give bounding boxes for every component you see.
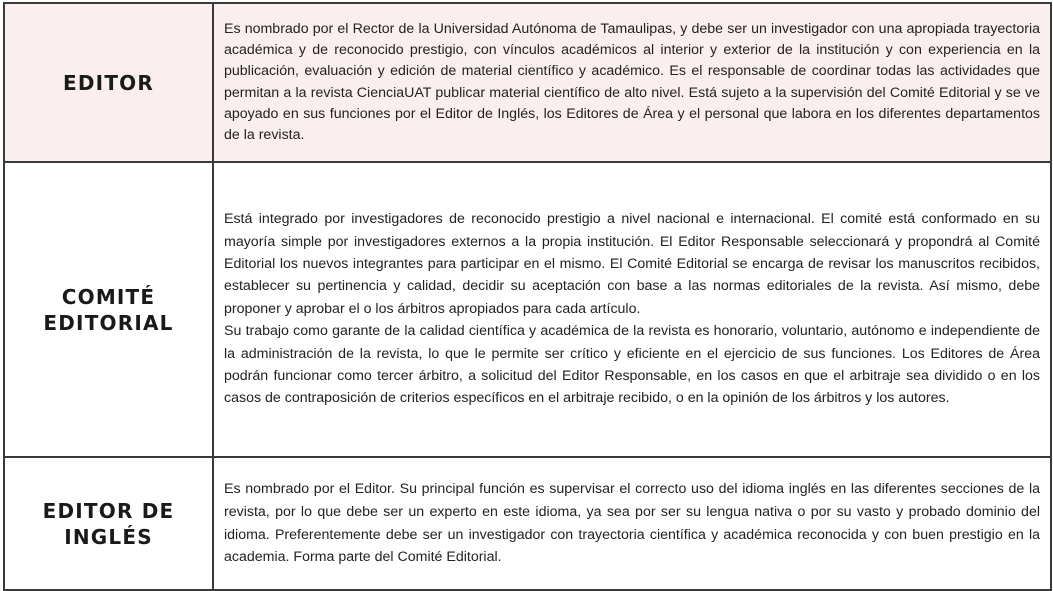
table-row-editor-de-ingles [4, 457, 1051, 590]
role-label-comite-line1: COMITÉ [61, 284, 156, 309]
description-paragraph: Está integrado por investigadores de reconocido prestigio a nivel nacional e internacional. El comité está conformado en su mayoría simple por investigadores externos a la propia institución. El Editor Responsable seleccionará y propondrá al Comité Editorial los nuevos integrantes para participar en el mismo. El Comité Editorial se encarga de revisar los manuscritos recibidos, establecer su pertinencia y calidad, decidir su aceptación con base a las normas editoriales de la revista. Así mismo, debe proponer y aprobar el o los árbitros apropiados para cada artículo. [224, 211, 1040, 317]
table-row-editor [4, 3, 1051, 162]
roles-table [3, 2, 1052, 591]
role-label-comite-line2: EDITORIAL [43, 310, 174, 335]
description-paragraph: Es nombrado por el Editor. Su principal función es supervisar el correcto uso del idioma inglés en las diferentes secciones de la revista, por lo que debe ser un experto en este idioma, ya sea por ser su lengua nativa o por su vasto y probado dominio del idioma. Preferentemente debe ser un investigador con trayectoria científica y académica reconocida y con buen prestigio en la academia. Forma parte del Comité Editorial. [224, 481, 1040, 566]
role-label-ingles-line1: EDITOR DE [42, 498, 175, 523]
table-row-comite-editorial [4, 162, 1051, 457]
role-cell-editor [4, 3, 213, 162]
role-cell-comite-editorial [4, 162, 213, 457]
description-paragraph: Es nombrado por el Rector de la Universidad Autónoma de Tamaulipas, y debe ser un investigador con una apropiada trayectoria académica y de reconocido prestigio, con vínculos académicos al interior y exterior de la institución y con experiencia en la publicación, evaluación y edición de material científico y académico. Es el responsable de coordinar todas las actividades que permitan a la revista CienciaUAT publicar material científico de alto nivel. Está sujeto a la supervisión del Comité Editorial y se ve apoyado en sus funciones por el Editor de Inglés, los Editores de Área y el personal que labora en los diferentes departamentos de la revista. [224, 20, 1040, 143]
description-paragraph: Su trabajo como garante de la calidad científica y académica de la revista es honorario, voluntario, autónomo e independiente de la administración de la revista, lo que le permite ser crítico y eficiente en el ejercicio de sus funciones. Los Editores de Área podrán funcionar como tercer árbitro, a solicitud del Editor Responsable, en los casos en que el arbitraje sea dividido o en los casos de contraposición de criterios específicos en el arbitraje recibido, o en la opinión de los árbitros y los autores. [224, 323, 1040, 407]
role-label-editor: EDITOR [63, 70, 154, 95]
role-cell-editor-de-ingles [4, 457, 213, 590]
description-cell-editor [213, 3, 1051, 162]
description-cell-editor-de-ingles [213, 457, 1051, 590]
description-cell-comite-editorial [213, 162, 1051, 457]
role-label-ingles-line2: INGLÉS [64, 524, 153, 549]
